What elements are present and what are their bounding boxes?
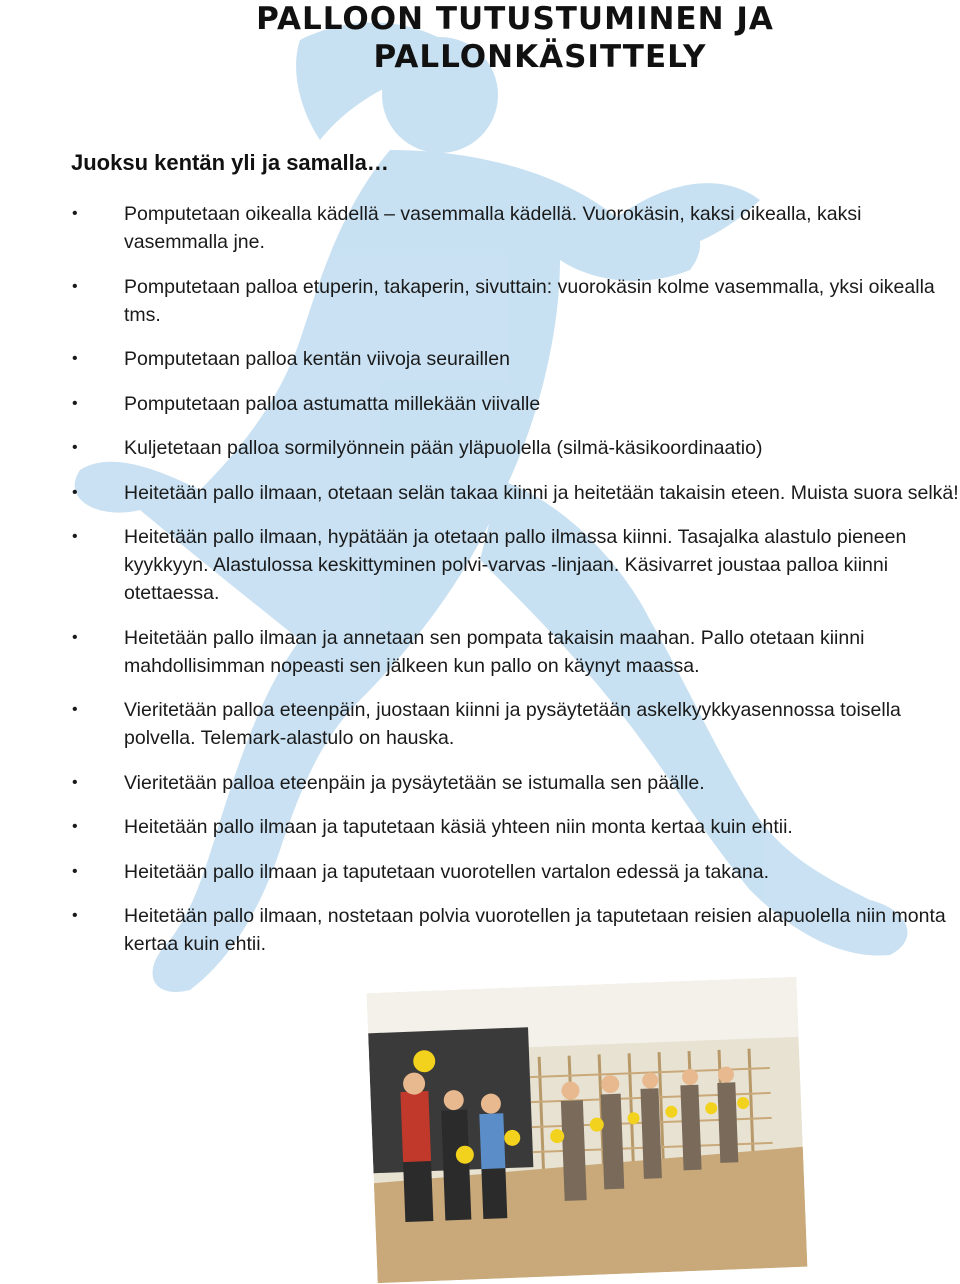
list-item [72, 434, 960, 462]
list-item-text: Heitetään pallo ilmaan ja taputetaan käsiä yhteen niin monta kertaa kuin ehtii. [124, 816, 793, 838]
list-item [72, 200, 960, 256]
list-item-text: Pomputetaan palloa astumatta millekään viivalle [124, 392, 541, 415]
list-item-text: Kuljetetaan palloa sormilyönnein pään yläpuolella (silmä-käsikoordinaatio) [124, 437, 763, 459]
list-item [72, 345, 960, 373]
bullet-icon: • [72, 773, 78, 791]
bullet-icon: • [72, 205, 78, 222]
list-item [72, 858, 960, 886]
list-item-text: Heitetään pallo ilmaan ja taputetaan vuorotellen vartalon edessä ja takana. [124, 860, 770, 883]
bullet-icon: • [72, 394, 78, 412]
list-item [72, 769, 960, 797]
bullet-icon: • [72, 701, 78, 718]
list-item-text: Vieritetään palloa eteenpäin ja pysäytetään se istumalla sen päälle. [124, 771, 705, 794]
bullet-icon: • [72, 818, 78, 835]
list-item [72, 390, 960, 418]
title-line-1: PALLOON TUTUSTUMINEN JA [256, 1, 774, 37]
list-item [72, 813, 960, 841]
list-item-text: Heitetään pallo ilmaan, nostetaan polvia vuorotellen ja taputetaan reisien alapuolella niin monta kertaa kuin ehtii. [124, 905, 946, 955]
list-item-text: Pomputetaan palloa kentän viivoja seuraillen [124, 348, 510, 370]
list-item [72, 696, 960, 752]
exercise-list [72, 200, 960, 975]
list-item-text: Pomputetaan palloa etuperin, takaperin, sivuttain: vuorokäsin kolme vasemmalla, yksi oikealla tms. [124, 275, 935, 326]
bullet-icon: • [72, 907, 78, 924]
list-item [72, 624, 960, 680]
list-item [72, 523, 960, 607]
gym-photo [367, 977, 808, 1283]
list-item-text: Heitetään pallo ilmaan ja annetaan sen pompata takaisin maahan. Pallo otetaan kiinni mahdollisimman nopeasti sen jälkeen kun pallo on käynyt maassa. [124, 626, 865, 677]
bullet-icon: • [72, 350, 78, 367]
bullet-icon: • [72, 439, 78, 456]
list-item [72, 273, 960, 329]
section-heading: Juoksu kentän yli ja samalla… [71, 150, 389, 175]
list-item-text: Vieritetään palloa eteenpäin, juostaan kiinni ja pysäytetään askelkyykkyasennossa toisella polvella. Telemark-alastulo on hauska. [124, 699, 901, 749]
bullet-icon: • [72, 483, 78, 501]
bullet-icon: • [72, 628, 78, 646]
list-item [72, 479, 960, 507]
bullet-icon: • [72, 862, 78, 880]
gym-photo-illustration [367, 977, 808, 1283]
list-item [72, 902, 960, 958]
list-item-text: Heitetään pallo ilmaan, hypätään ja otetaan pallo ilmassa kiinni. Tasajalka alastulo pieneen kyykkyyn. Alastulossa keskittyminen polvi-varvas -linjaan. Käsivarret joustaa palloa kiinni otettaessa. [124, 526, 907, 604]
title-line-2: PALLONKÄSITTELY [373, 39, 707, 75]
list-item-text: Pomputetaan oikealla kädellä – vasemmalla kädellä. Vuorokäsin, kaksi oikealla, kaksi vasemmalla jne. [124, 203, 862, 253]
bullet-icon: • [72, 528, 78, 545]
bullet-icon: • [72, 277, 78, 295]
page-title [0, 0, 960, 76]
list-item-text: Heitetään pallo ilmaan, otetaan selän takaa kiinni ja heitetään takaisin eteen. Muista suora selkä! [124, 481, 959, 504]
